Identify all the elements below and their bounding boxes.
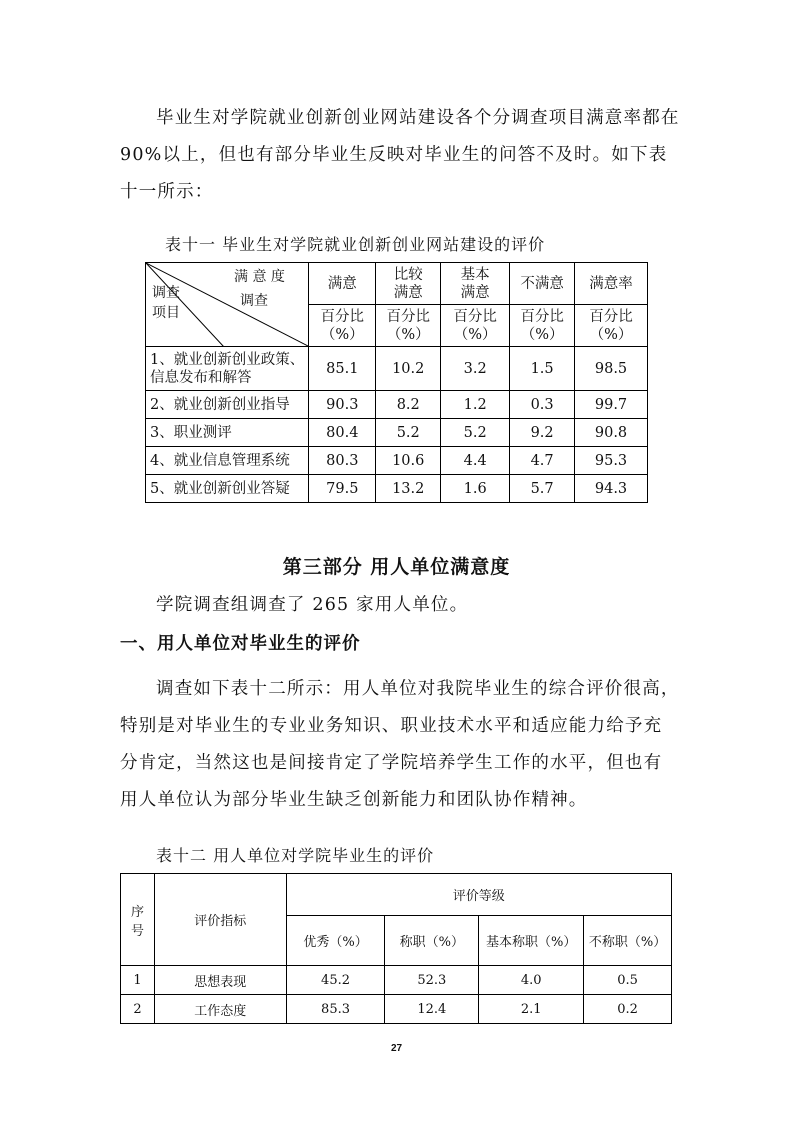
table11-cell: 4.4 <box>441 447 510 475</box>
table11-item: 2、就业创新创业指导 <box>146 391 309 419</box>
table11-col-header: 满意率 <box>575 263 648 305</box>
page-number: 27 <box>390 1043 403 1054</box>
table11-cell: 9.2 <box>510 419 575 447</box>
table12-level-header: 优秀（%） <box>286 916 385 966</box>
table11-cell: 99.7 <box>575 391 648 419</box>
table11-cell: 79.5 <box>309 475 376 503</box>
table-row <box>146 391 648 419</box>
table11-col-header: 比较满意 <box>376 263 441 305</box>
table12-seq-header: 序号 <box>121 874 155 966</box>
table12-indicator: 思想表现 <box>154 966 286 995</box>
corner-label-survey-right: 调查 <box>240 293 268 309</box>
table11-cell: 1.5 <box>510 347 575 391</box>
table12-seq: 2 <box>121 995 155 1024</box>
table-row <box>121 966 672 995</box>
table11-cell: 5.2 <box>376 419 441 447</box>
table12-level-header: 不称职（%） <box>584 916 672 966</box>
table11-col-header: 不满意 <box>510 263 575 305</box>
table11-cell: 1.6 <box>441 475 510 503</box>
table12-cell: 85.3 <box>286 995 385 1024</box>
table11-unit: 百分比（%） <box>376 305 441 347</box>
table-row <box>146 419 648 447</box>
table12-indicator: 工作态度 <box>154 995 286 1024</box>
body-paragraph: 调查如下表十二所示：用人单位对我院毕业生的综合评价很高，特别是对毕业生的专业业务知识、职业技术水平和适应能力给予充分肯定，当然这也是间接肯定了学院培养学生工作的水平，但也有用人单位认为部分毕业生缺乏创新能力和团队协作精神。 <box>120 679 680 810</box>
section-title: 第三部分 用人单位满意度 <box>282 556 511 578</box>
table11-item: 1、就业创新创业政策、信息发布和解答 <box>146 347 309 391</box>
table12-indicator-header: 评价指标 <box>154 874 286 966</box>
table11-cell: 10.2 <box>376 347 441 391</box>
table11-item: 3、职业测评 <box>146 419 309 447</box>
table11-corner-header <box>146 263 309 347</box>
table11-cell: 10.6 <box>376 447 441 475</box>
table-row <box>146 347 648 391</box>
table11-unit: 百分比（%） <box>510 305 575 347</box>
table11-cell: 90.8 <box>575 419 648 447</box>
survey-sentence: 学院调查组调查了 265 家用人单位。 <box>156 595 469 615</box>
table11-item: 4、就业信息管理系统 <box>146 447 309 475</box>
table11-cell: 8.2 <box>376 391 441 419</box>
table12-cell: 45.2 <box>286 966 385 995</box>
table11-unit: 百分比（%） <box>575 305 648 347</box>
table11-cell: 13.2 <box>376 475 441 503</box>
table11-col-header: 满意 <box>309 263 376 305</box>
table11-cell: 4.7 <box>510 447 575 475</box>
table11-cell: 3.2 <box>441 347 510 391</box>
table11-unit: 百分比（%） <box>441 305 510 347</box>
table11-cell: 90.3 <box>309 391 376 419</box>
corner-label-survey-left: 调查 <box>152 285 180 301</box>
table12-group-header: 评价等级 <box>286 874 671 916</box>
subheading: 一、用人单位对毕业生的评价 <box>120 634 361 654</box>
table11-cell: 0.3 <box>510 391 575 419</box>
corner-label-satisfaction: 满 意 度 <box>234 269 285 285</box>
table11-cell: 5.2 <box>441 419 510 447</box>
table11-cell: 98.5 <box>575 347 648 391</box>
table12-caption: 表十二 用人单位对学院毕业生的评价 <box>156 846 435 865</box>
table11-item: 5、就业创新创业答疑 <box>146 475 309 503</box>
intro-paragraph: 毕业生对学院就业创新创业网站建设各个分调查项目满意率都在90%以上，但也有部分毕业生反映对毕业生的问答不及时。如下表十一所示： <box>120 108 680 202</box>
table11-caption: 表十一 毕业生对学院就业创新创业网站建设的评价 <box>165 235 546 254</box>
table11-cell: 5.7 <box>510 475 575 503</box>
table12-cell: 0.5 <box>584 966 672 995</box>
table11-cell: 80.3 <box>309 447 376 475</box>
table12-cell: 12.4 <box>385 995 479 1024</box>
table11-cell: 95.3 <box>575 447 648 475</box>
corner-label-item: 项目 <box>152 305 180 321</box>
table12 <box>120 873 672 1024</box>
table11-cell: 80.4 <box>309 419 376 447</box>
table11-col-header: 基本满意 <box>441 263 510 305</box>
table12-cell: 0.2 <box>584 995 672 1024</box>
table-row <box>121 995 672 1024</box>
table11-unit: 百分比（%） <box>309 305 376 347</box>
table12-seq: 1 <box>121 966 155 995</box>
table12-level-header: 称职（%） <box>385 916 479 966</box>
table12-cell: 2.1 <box>479 995 584 1024</box>
table11 <box>145 262 648 503</box>
table12-level-header: 基本称职（%） <box>479 916 584 966</box>
table11-cell: 94.3 <box>575 475 648 503</box>
table12-cell: 4.0 <box>479 966 584 995</box>
table-row <box>146 475 648 503</box>
table-row <box>146 447 648 475</box>
table11-cell: 1.2 <box>441 391 510 419</box>
table11-cell: 85.1 <box>309 347 376 391</box>
table12-cell: 52.3 <box>385 966 479 995</box>
